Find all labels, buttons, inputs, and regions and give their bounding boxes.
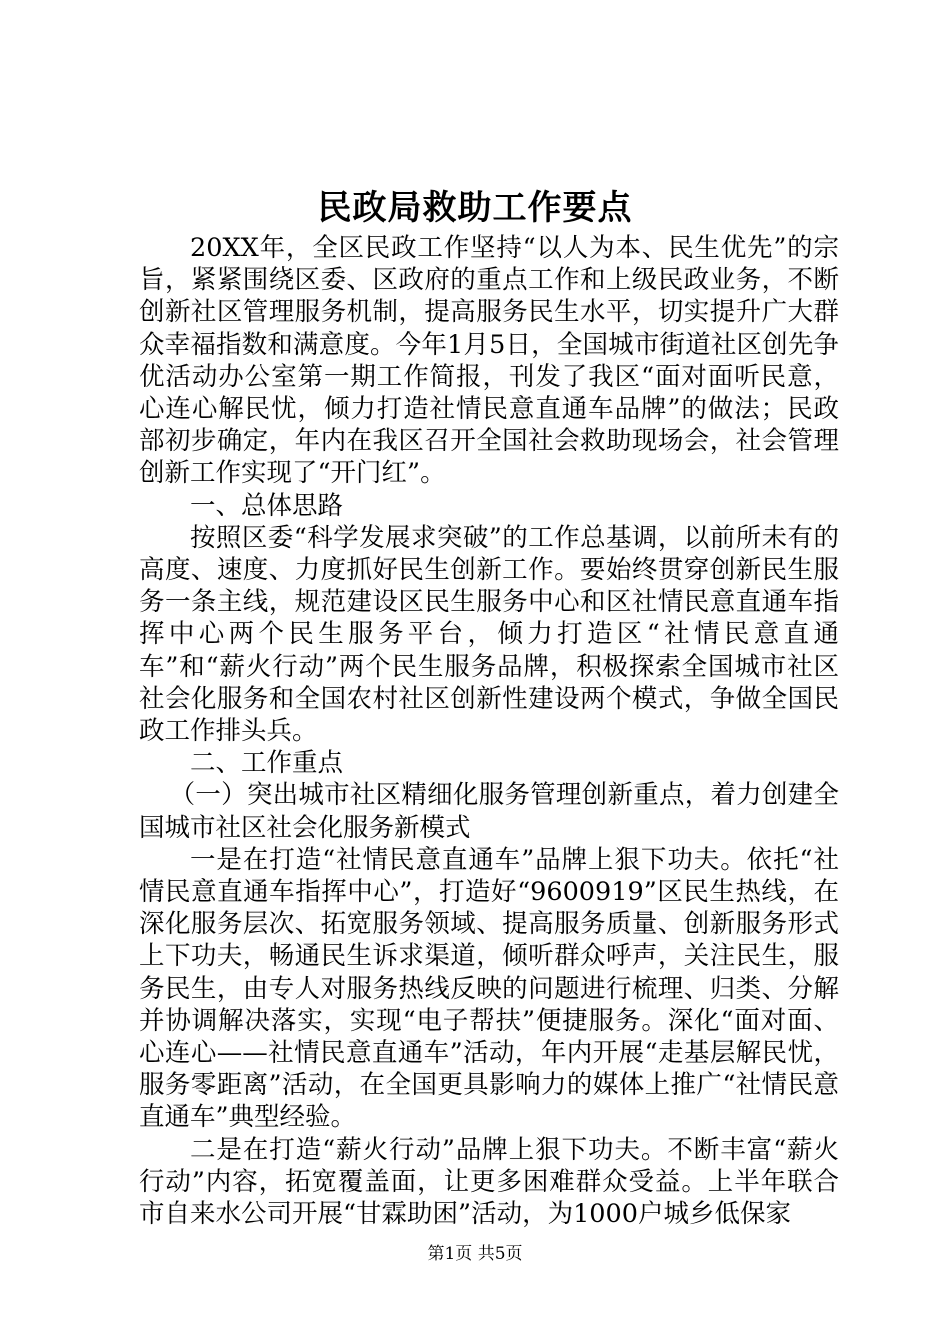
page-footer: 第1页 共5页 [427, 1244, 523, 1264]
torch-action-paragraph: 二是在打造“薪火行动”品牌上狠下功夫。不断丰富“薪火行动”内容，拓宽覆盖面，让更多困难群众受益。上半年联合市自来水公司开展“甘霖助困”活动，为1000户城乡低保家 [139, 1134, 839, 1230]
direct-train-paragraph: 一是在打造“社情民意直通车”品牌上狠下功夫。依托“社情民意直通车指挥中心”，打造好“9600919”区民生热线，在深化服务层次、拓宽服务领域、提高服务质量、创新服务形式上下功夫，畅通民生诉求渠道，倾听群众呼声，关注民生，服务民生，由专人对服务热线反映的问题进行梳理、归类、分解并协调解决落实，实现“电子帮扶”便捷服务。深化“面对面、心连心——社情民意直通车”活动，年内开展“走基层解民忧，服务零距离”活动，在全国更具影响力的媒体上推广“社情民意直通车”典型经验。 [139, 844, 839, 1133]
subsection-heading-urban-community: （一）突出城市社区精细化服务管理创新重点，着力创建全国城市社区社会化服务新模式 [139, 780, 839, 843]
document-body [139, 232, 839, 1230]
overall-approach-paragraph: 按照区委“科学发展求突破”的工作总基调，以前所未有的高度、速度、力度抓好民生创新工作。要始终贯穿创新民生服务一条主线，规范建设区民生服务中心和区社情民意直通车指挥中心两个民生服务平台，倾力打造区“社情民意直通车”和“薪火行动”两个民生服务品牌，积极探索全国城市社区社会化服务和全国农村社区创新性建设两个模式，争做全国民政工作排头兵。 [139, 522, 839, 747]
section-heading-overall-approach: 一、总体思路 [190, 490, 344, 521]
document-title: 民政局救助工作要点 [317, 188, 633, 228]
section-heading-work-focus: 二、工作重点 [190, 748, 344, 779]
intro-paragraph: 20XX年，全区民政工作坚持“以人为本、民生优先”的宗旨，紧紧围绕区委、区政府的重点工作和上级民政业务，不断创新社区管理服务机制，提高服务民生水平，切实提升广大群众幸福指数和满意度。今年1月5日，全国城市街道社区创先争优活动办公室第一期工作简报，刊发了我区“面对面听民意，心连心解民忧，倾力打造社情民意直通车品牌”的做法；民政部初步确定，年内在我区召开全国社会救助现场会，社会管理创新工作实现了“开门红”。 [139, 233, 839, 489]
